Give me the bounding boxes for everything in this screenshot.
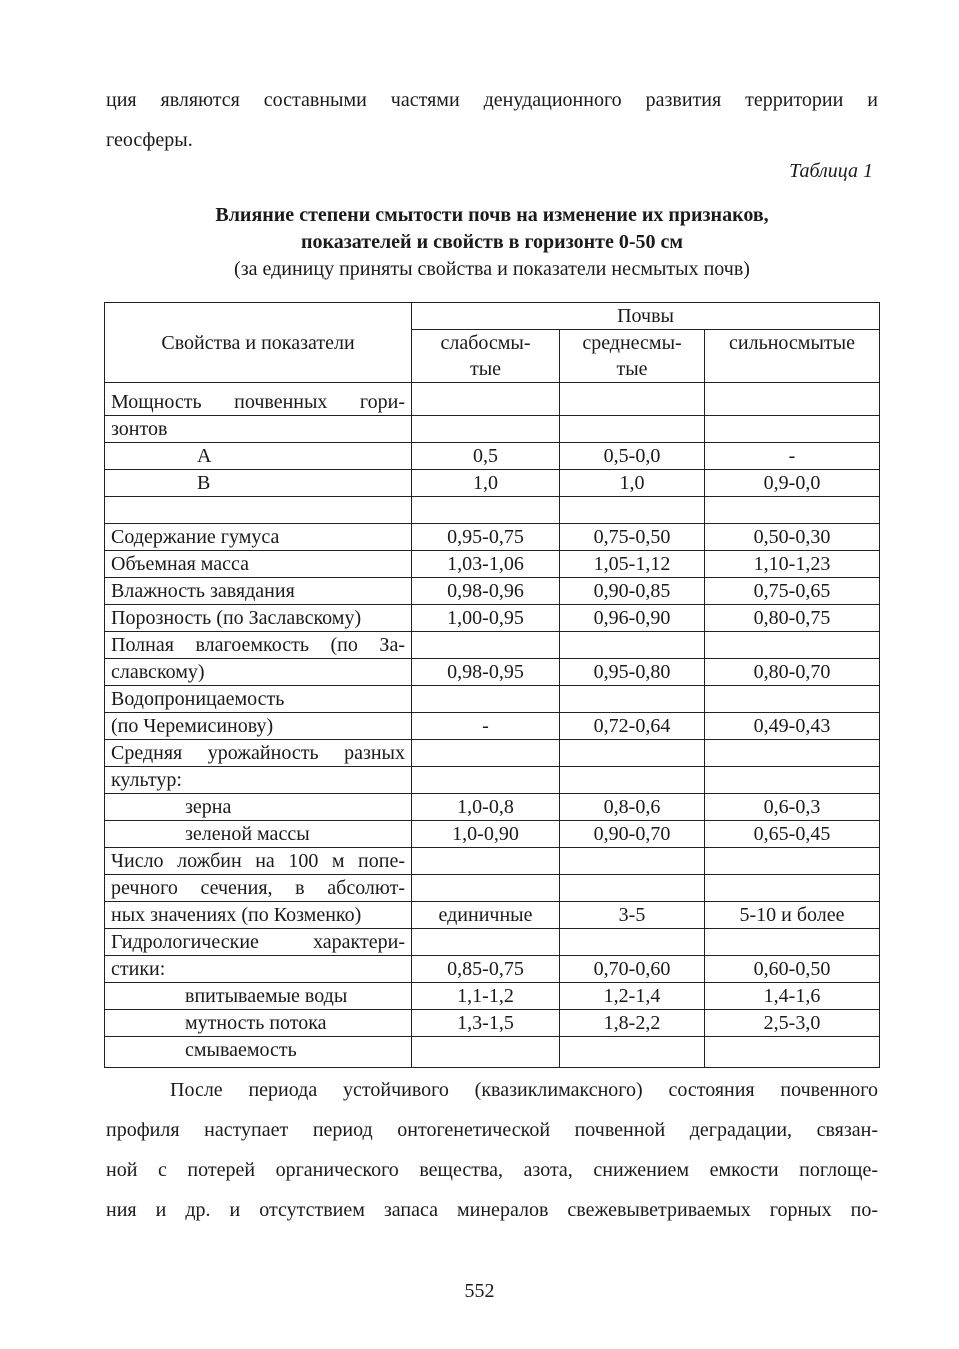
row-label: A	[105, 443, 412, 470]
value-strongly-eroded: 0,49-0,43	[705, 713, 880, 740]
value-slightly-eroded: 1,00-0,95	[412, 605, 560, 632]
value-strongly-eroded	[705, 848, 880, 875]
table-row	[105, 383, 880, 416]
value-moderately-eroded	[560, 767, 705, 794]
value-moderately-eroded	[560, 383, 705, 416]
spacer-cell	[705, 497, 880, 524]
value-slightly-eroded: 0,95-0,75	[412, 524, 560, 551]
table-row	[105, 1037, 880, 1068]
table-row	[105, 902, 880, 929]
table-row	[105, 632, 880, 659]
header-col2-part-a: среднесмы-	[582, 332, 682, 354]
value-strongly-eroded: 1,10-1,23	[705, 551, 880, 578]
row-label: стики:	[105, 956, 412, 983]
row-label: Число ложбин на 100 м попе-	[105, 848, 412, 875]
table-label: Таблица 1	[789, 160, 873, 182]
table-row	[105, 470, 880, 497]
header-strongly-eroded: сильносмытые	[705, 330, 880, 383]
value-slightly-eroded	[412, 1037, 560, 1068]
value-slightly-eroded: 0,98-0,95	[412, 659, 560, 686]
value-moderately-eroded: 0,70-0,60	[560, 956, 705, 983]
table-row	[105, 713, 880, 740]
table-row	[105, 686, 880, 713]
bottom-paragraph	[106, 1070, 878, 1230]
value-strongly-eroded: 0,75-0,65	[705, 578, 880, 605]
value-slightly-eroded	[412, 767, 560, 794]
row-label: славскому)	[105, 659, 412, 686]
value-strongly-eroded	[705, 416, 880, 443]
value-slightly-eroded: 0,98-0,96	[412, 578, 560, 605]
value-slightly-eroded: 0,85-0,75	[412, 956, 560, 983]
value-moderately-eroded: 0,5-0,0	[560, 443, 705, 470]
table-row	[105, 578, 880, 605]
caption-note: (за единицу приняты свойства и показатели несмытых почв)	[234, 258, 750, 280]
value-moderately-eroded	[560, 740, 705, 767]
row-label: впитываемые воды	[105, 983, 412, 1010]
value-strongly-eroded	[705, 1037, 880, 1068]
row-label: Влажность завядания	[105, 578, 412, 605]
value-moderately-eroded	[560, 686, 705, 713]
value-slightly-eroded	[412, 929, 560, 956]
row-label: Водопроницаемость	[105, 686, 412, 713]
header-col2-part-b: тые	[616, 358, 648, 380]
value-slightly-eroded	[412, 875, 560, 902]
top-paragraph	[106, 80, 878, 160]
table-row	[105, 1010, 880, 1037]
row-label: Средняя урожайность разных	[105, 740, 412, 767]
value-slightly-eroded: единичные	[412, 902, 560, 929]
row-label: культур:	[105, 767, 412, 794]
table-spacer-row	[105, 497, 880, 524]
bottom-paragraph-line-1: После периода устойчивого (квазиклимаксного) состояния почвенного	[170, 1079, 878, 1101]
table-row	[105, 524, 880, 551]
row-label: зерна	[105, 794, 412, 821]
value-moderately-eroded	[560, 416, 705, 443]
value-strongly-eroded	[705, 875, 880, 902]
value-strongly-eroded	[705, 686, 880, 713]
table-row	[105, 848, 880, 875]
row-label: Порозность (по Заславскому)	[105, 605, 412, 632]
value-strongly-eroded	[705, 383, 880, 416]
row-label: Содержание гумуса	[105, 524, 412, 551]
value-strongly-eroded: 0,50-0,30	[705, 524, 880, 551]
value-slightly-eroded: 1,03-1,06	[412, 551, 560, 578]
value-strongly-eroded: -	[705, 443, 880, 470]
row-label: Объемная масса	[105, 551, 412, 578]
value-moderately-eroded	[560, 632, 705, 659]
bottom-paragraph-line-4: ния и др. и отсутствием запаса минералов свежевыветриваемых горных по-	[106, 1199, 878, 1221]
table-row	[105, 551, 880, 578]
value-strongly-eroded: 0,80-0,75	[705, 605, 880, 632]
row-label: B	[105, 470, 412, 497]
table-row	[105, 659, 880, 686]
caption-title-line-1: Влияние степени смытости почв на изменение их признаков,	[215, 204, 769, 226]
value-slightly-eroded: 1,3-1,5	[412, 1010, 560, 1037]
value-slightly-eroded: 0,5	[412, 443, 560, 470]
row-label: речного сечения, в абсолют-	[105, 875, 412, 902]
value-strongly-eroded: 0,80-0,70	[705, 659, 880, 686]
value-moderately-eroded: 0,75-0,50	[560, 524, 705, 551]
value-strongly-eroded	[705, 767, 880, 794]
header-col1-part-b: тые	[469, 358, 502, 380]
top-paragraph-line-1: ция являются составными частями денудационного развития территории и	[106, 89, 878, 111]
bottom-paragraph-line-3: ной с потерей органического вещества, азота, снижением емкости поглоще-	[106, 1159, 878, 1181]
row-label: Гидрологические характери-	[105, 929, 412, 956]
table-caption	[106, 202, 878, 283]
header-properties: Свойства и показатели	[105, 303, 412, 383]
value-moderately-eroded	[560, 1037, 705, 1068]
row-label: мутность потока	[105, 1010, 412, 1037]
value-moderately-eroded	[560, 848, 705, 875]
value-moderately-eroded: 1,05-1,12	[560, 551, 705, 578]
soil-erosion-table	[104, 302, 880, 1068]
spacer-cell	[560, 497, 705, 524]
value-strongly-eroded: 1,4-1,6	[705, 983, 880, 1010]
value-slightly-eroded	[412, 383, 560, 416]
table-row	[105, 875, 880, 902]
row-label: зеленой массы	[105, 821, 412, 848]
value-strongly-eroded	[705, 740, 880, 767]
value-slightly-eroded	[412, 848, 560, 875]
value-strongly-eroded: 0,60-0,50	[705, 956, 880, 983]
value-slightly-eroded	[412, 740, 560, 767]
caption-title-line-2: показателей и свойств в горизонте 0-50 см	[300, 231, 683, 253]
row-label: (по Черемисинову)	[105, 713, 412, 740]
bottom-paragraph-line-2: профиля наступает период онтогенетической почвенной деградации, связан-	[106, 1119, 878, 1141]
value-slightly-eroded: 1,0	[412, 470, 560, 497]
value-moderately-eroded: 1,0	[560, 470, 705, 497]
row-label: ных значениях (по Козменко)	[105, 902, 412, 929]
value-strongly-eroded: 5-10 и более	[705, 902, 880, 929]
value-moderately-eroded: 3-5	[560, 902, 705, 929]
table-row	[105, 794, 880, 821]
table-row	[105, 416, 880, 443]
table-row	[105, 767, 880, 794]
value-moderately-eroded	[560, 875, 705, 902]
value-moderately-eroded: 1,2-1,4	[560, 983, 705, 1010]
spacer-cell	[412, 497, 560, 524]
table-body	[105, 383, 880, 1068]
table-row	[105, 983, 880, 1010]
value-slightly-eroded	[412, 686, 560, 713]
value-moderately-eroded: 0,8-0,6	[560, 794, 705, 821]
row-label: Полная влагоемкость (по За-	[105, 632, 412, 659]
value-moderately-eroded: 0,90-0,85	[560, 578, 705, 605]
value-slightly-eroded: 1,1-1,2	[412, 983, 560, 1010]
value-slightly-eroded	[412, 632, 560, 659]
value-moderately-eroded	[560, 929, 705, 956]
header-moderately-eroded	[560, 330, 705, 383]
header-col1-part-a: слабосмы-	[440, 332, 531, 354]
value-moderately-eroded: 0,90-0,70	[560, 821, 705, 848]
spacer-cell	[105, 497, 412, 524]
table-row	[105, 605, 880, 632]
value-slightly-eroded: 1,0-0,90	[412, 821, 560, 848]
value-moderately-eroded: 0,72-0,64	[560, 713, 705, 740]
table-row	[105, 821, 880, 848]
value-strongly-eroded: 0,65-0,45	[705, 821, 880, 848]
value-strongly-eroded	[705, 632, 880, 659]
page-number: 552	[464, 1280, 495, 1302]
value-moderately-eroded: 0,95-0,80	[560, 659, 705, 686]
value-slightly-eroded	[412, 416, 560, 443]
value-slightly-eroded: 1,0-0,8	[412, 794, 560, 821]
value-strongly-eroded: 2,5-3,0	[705, 1010, 880, 1037]
table-row	[105, 956, 880, 983]
table-row	[105, 740, 880, 767]
value-moderately-eroded: 1,8-2,2	[560, 1010, 705, 1037]
value-slightly-eroded: -	[412, 713, 560, 740]
value-strongly-eroded: 0,9-0,0	[705, 470, 880, 497]
table-row	[105, 929, 880, 956]
table-row	[105, 443, 880, 470]
value-moderately-eroded: 0,96-0,90	[560, 605, 705, 632]
top-paragraph-line-2: геосферы.	[106, 129, 193, 151]
row-label: смываемость	[105, 1037, 412, 1068]
value-strongly-eroded	[705, 929, 880, 956]
header-soils: Почвы	[412, 303, 880, 330]
row-label: Мощность почвенных гори-	[105, 383, 412, 416]
value-strongly-eroded: 0,6-0,3	[705, 794, 880, 821]
header-slightly-eroded	[412, 330, 560, 383]
row-label: зонтов	[105, 416, 412, 443]
